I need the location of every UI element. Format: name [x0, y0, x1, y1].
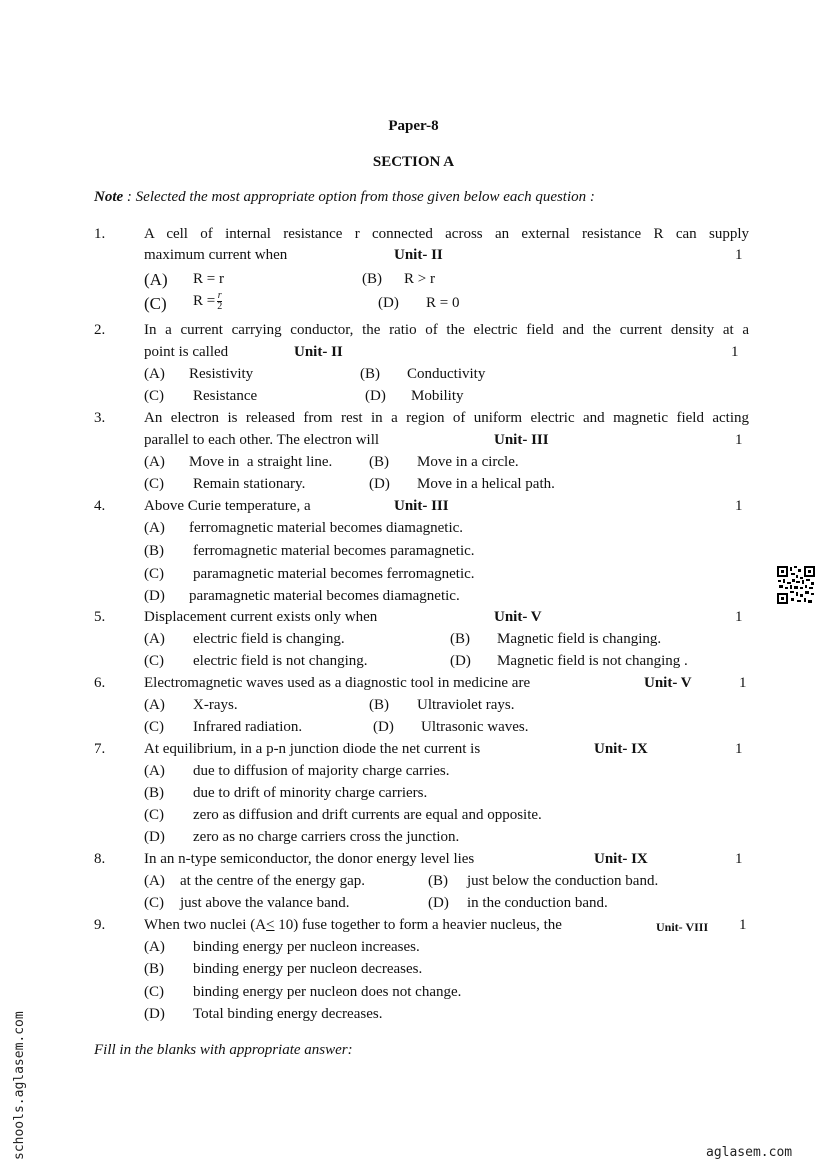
option-text: Ultraviolet rays.: [417, 697, 515, 713]
question-text-b: 10) fuse together to form a heavier nucleus, the: [274, 917, 562, 933]
option-text: Remain stationary.: [193, 476, 306, 492]
option-label: (C): [144, 476, 164, 492]
option-text: Total binding energy decreases.: [193, 1006, 383, 1022]
option-text: in the conduction band.: [467, 895, 608, 911]
option-label: (A): [144, 697, 165, 713]
marks: 1: [735, 247, 743, 263]
unit-label: Unit- III: [494, 432, 549, 448]
option-text: Move in a circle.: [417, 454, 519, 470]
question-text: At equilibrium, in a p-n junction diode the net current is: [144, 741, 481, 757]
unit-label: Unit- IX: [594, 851, 648, 867]
option-label: (B): [362, 271, 382, 287]
option-label: (C): [144, 653, 164, 669]
option-text: Ultrasonic waves.: [421, 719, 529, 735]
marks: 1: [731, 344, 739, 360]
option-label: (D): [369, 476, 390, 492]
option-text: zero as diffusion and drift currents are equal and opposite.: [193, 807, 542, 823]
question-text: [144, 917, 562, 934]
option-text: binding energy per nucleon increases.: [193, 939, 420, 955]
question-number: 6.: [94, 675, 106, 691]
marks: 1: [735, 851, 743, 867]
question-text-cont: point is called: [144, 344, 229, 360]
note-text: : Selected the most appropriate option from those given below each question :: [123, 189, 595, 205]
question-text: Above Curie temperature, a: [144, 498, 311, 514]
option-text: Magnetic field is not changing .: [497, 653, 688, 669]
note: [94, 189, 595, 206]
question-text: In a current carrying conductor, the ratio of the electric field and the current density at a: [144, 322, 749, 338]
question-text: Electromagnetic waves used as a diagnostic tool in medicine are: [144, 675, 531, 691]
option-label: (D): [373, 719, 394, 735]
option-text: Infrared radiation.: [193, 719, 303, 735]
option-label: (A): [144, 520, 165, 536]
question-number: 9.: [94, 917, 106, 933]
option-label: (A): [144, 763, 165, 779]
side-watermark: schools.aglasem.com: [12, 1011, 27, 1160]
paper-title: Paper-8: [388, 118, 439, 134]
question-number: 4.: [94, 498, 106, 514]
option-label: (C): [144, 566, 164, 582]
option-label: (C): [144, 984, 164, 1000]
option-text: Resistivity: [189, 366, 254, 382]
marks: 1: [739, 675, 747, 691]
option-label: (B): [450, 631, 470, 647]
unit-label: Unit- VIII: [656, 920, 709, 934]
option-text: Resistance: [193, 388, 258, 404]
bottom-watermark: aglasem.com: [706, 1145, 793, 1160]
marks: 1: [739, 917, 747, 933]
question-number: 5.: [94, 609, 106, 625]
option-text: Move in a straight line.: [189, 454, 333, 470]
unit-label: Unit- V: [494, 609, 542, 625]
option-text: R > r: [404, 271, 435, 287]
option-label: (D): [365, 388, 386, 404]
option-label: (D): [428, 895, 449, 911]
option-text: at the centre of the energy gap.: [180, 873, 366, 889]
question-number: 7.: [94, 741, 106, 757]
question-text-cont: parallel to each other. The electron will: [144, 432, 380, 448]
marks: 1: [735, 741, 743, 757]
question-text: In an n-type semiconductor, the donor energy level lies: [144, 851, 475, 867]
option-label: (A): [144, 454, 165, 470]
option-label: (B): [360, 366, 380, 382]
option-text: electric field is not changing.: [193, 653, 368, 669]
option-text: binding energy per nucleon decreases.: [193, 961, 423, 977]
option-label: (C): [144, 719, 164, 735]
option-label: (A): [144, 366, 165, 382]
fraction-numerator: r: [217, 290, 222, 301]
option-label: (D): [144, 829, 165, 845]
unit-label: Unit- V: [644, 675, 692, 691]
option-label: (C): [144, 388, 164, 404]
option-text: paramagnetic material becomes diamagnetic.: [189, 588, 460, 604]
marks: 1: [735, 432, 743, 448]
option-label: (A): [144, 270, 168, 289]
question-text-cont: maximum current when: [144, 247, 288, 263]
option-label: (B): [428, 873, 448, 889]
unit-label: Unit- IX: [594, 741, 648, 757]
option-label: (A): [144, 631, 165, 647]
option-label: (B): [144, 961, 164, 977]
option-text: X-rays.: [193, 697, 238, 713]
fraction: [217, 291, 222, 312]
option-label: (D): [450, 653, 471, 669]
option-label: (B): [144, 543, 164, 559]
question-number: 2.: [94, 322, 106, 338]
option-text: due to drift of minority charge carriers.: [193, 785, 428, 801]
unit-label: Unit- III: [394, 498, 449, 514]
option-label: (B): [369, 697, 389, 713]
option-label: (D): [144, 588, 165, 604]
unit-label: Unit- II: [394, 247, 443, 263]
question-text: An electron is released from rest in a region of uniform electric and magnetic field acting: [144, 410, 749, 426]
option-text: ferromagnetic material becomes paramagnetic.: [193, 543, 475, 559]
option-label: (C): [144, 895, 164, 911]
unit-label: Unit- II: [294, 344, 343, 360]
option-text: zero as no charge carriers cross the junction.: [193, 829, 460, 845]
option-text-prefix: R =: [193, 292, 216, 309]
option-text: binding energy per nucleon does not change.: [193, 984, 462, 1000]
option-label: (B): [144, 785, 164, 801]
option-label: (D): [144, 1006, 165, 1022]
marks: 1: [735, 498, 743, 514]
question-number: 8.: [94, 851, 106, 867]
marks: 1: [735, 609, 743, 625]
option-label: (A): [144, 939, 165, 955]
option-label: (A): [144, 873, 165, 889]
option-text: due to diffusion of majority charge carries.: [193, 763, 450, 779]
question-text: A cell of internal resistance r connected across an external resistance R can supply: [144, 226, 749, 242]
fraction-denominator: 2: [217, 301, 223, 312]
option-text: ferromagnetic material becomes diamagnetic.: [189, 520, 464, 536]
option-text: just above the valance band.: [180, 895, 350, 911]
option-text: Mobility: [411, 388, 464, 404]
option-text: Conductivity: [407, 366, 486, 382]
option-text: Magnetic field is changing.: [497, 631, 662, 647]
question-number: 1.: [94, 226, 106, 242]
fill-in-blanks-heading: Fill in the blanks with appropriate answer:: [94, 1042, 353, 1058]
option-label: (D): [378, 295, 399, 311]
question-number: 3.: [94, 410, 106, 426]
section-title: SECTION A: [372, 154, 455, 170]
option-label: (C): [144, 294, 167, 313]
option-text: R = 0: [426, 295, 460, 311]
option-text: electric field is changing.: [193, 631, 345, 647]
option-text: [193, 291, 222, 312]
option-label: (B): [369, 454, 389, 470]
note-label: Note: [94, 189, 124, 205]
option-text: Move in a helical path.: [417, 476, 555, 492]
question-text: Displacement current exists only when: [144, 609, 378, 625]
less-equal-symbol: <: [266, 917, 275, 933]
option-label: (C): [144, 807, 164, 823]
option-text: paramagnetic material becomes ferromagnetic.: [193, 566, 475, 582]
option-text: R = r: [193, 271, 224, 287]
option-text: just below the conduction band.: [467, 873, 659, 889]
qr-code-icon: [776, 565, 816, 605]
question-text-a: When two nuclei (A: [144, 917, 267, 933]
